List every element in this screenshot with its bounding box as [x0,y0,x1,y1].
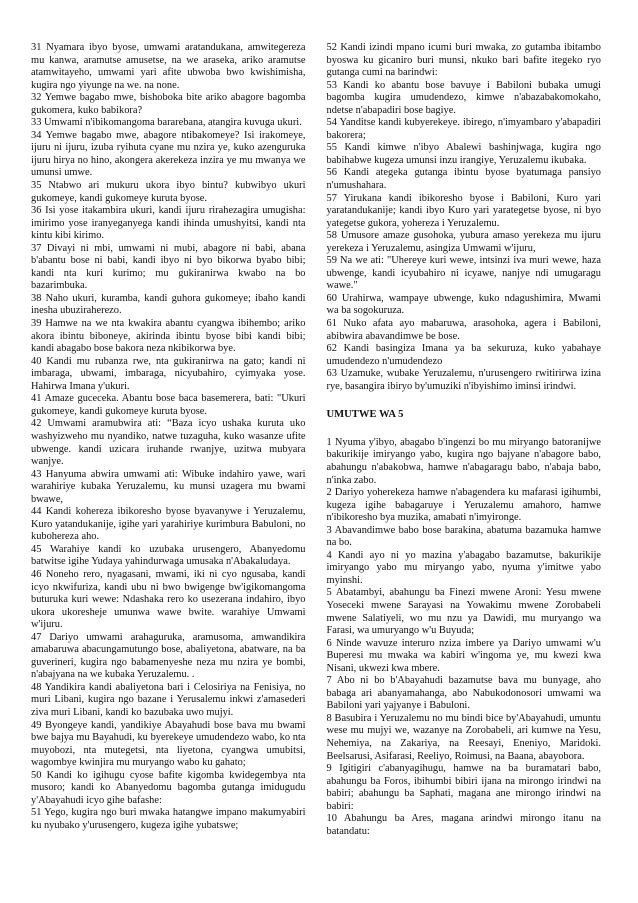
verse: 2 Dariyo yoherekeza hamwe n'abagendera ku mafarasi igihumbi, kugeza igihe babagaruye i Yeruzalemu amahoro, hamwe n'ibikoresho bya muzika, amabati n'imyironge. [326,487,601,524]
verse: 44 Kandi kohereza ibikoresho byose byavanywe i Yeruzalemu, Kuro yatandukanije, igihe yari yarahiriye kurimbura Babuloni, no kubohereza aho. [31,506,306,543]
verse: 33 Umwami n'ibikomangoma bararebana, atangira kuvuga ukuri. [31,117,302,129]
verse: 55 Kandi kimwe n'ibyo Abalewi bashinjwaga, kugira ngo babihabwe kugeza umunsi inzu irangiye, Yeruzalemu ikubaka. [326,142,601,166]
verse: 8 Basubira i Yeruzalemu no mu bindi bice by'Abayahudi, umuntu wese mu mujyi we, wazanye na Zorobabeli, ari kumwe na Yesu, Nehemiya, na Zakariya, na Reesayi, Eneniyo, Maridoki. Beelsarusi, Asifarasi, Reeliyo, Roimusi, na Baana, abayobora. [326,712,601,762]
verse: 42 Umwami aramubwira ati: “Baza icyo ushaka kuruta uko washyizweho mu nyandiko, natwe tuzaguha, kuko wasanze ufite ubwenge. kandi uzicara iruhande rwanjye, uzitwa mubyara wanjye. [31,418,306,468]
verse: 32 Yemwe bagabo mwe, bishoboka bite ariko abagore bagomba gukomera, kuko babikora? [31,92,306,116]
verse: 45 Warahiye kandi ko uzubaka urusengero, Abanyedomu batwitse igihe Yudaya yahindurwaga umusaka n'Abakaludaya. [31,543,306,568]
verse: 37 Divayi ni mbi, umwami ni mubi, abagore ni babi, abana b'abantu bose ni babi, kandi ibyo ni byo bikorwa byabo bibi; kandi nta kuri kurimo; mu gukiranirwa kwabo na bo bazarimbuka. [31,242,306,292]
verse: 1 Nyuma y'ibyo, abagabo b'ingenzi bo mu miryango batoranijwe bakurikije imiryango yabo, kugira ngo bajyane n'abagore babo, abahungu n'abakobwa, hamwe n'abagaragu babo, n'abaja babo, n'inka zabo. [326,436,601,486]
verse: 31 Nyamara ibyo byose, umwami aratandukana, amwitegereza mu kanwa, aramutse amusetse, na we araseka, ariko aramutse atamwitayeho, umwami yari afite ubwoba bwo kwishimisha, kugira ngo yiyunge na we. na none. [31,42,306,91]
verse: 50 Kandi ko igihugu cyose bafite kigomba kwidegembya nta musoro; kandi ko Abanyedomu bagomba gutanga imidugudu y'Abayahudi icyo gihe bafashe: [31,769,306,806]
verse: 6 Ninde wavuze interuro nziza imbere ya Dariyo umwami w'u Buperesi mu mwaka wa kabiri w'ingoma ye, mu kwezi kwa Nisani, ukwezi kwa mbere. [326,637,601,674]
verse: 38 Naho ukuri, kuramba, kandi guhora gukomeye; ibaho kandi inesha ubuziraherezo. [31,292,306,317]
verse: 54 Yanditse kandi kubyerekeye. ibirego, n'imyambaro y'abapadiri bakorera; [326,117,601,141]
verse: 4 Kandi ayo ni yo mazina y'abagabo bazamutse, bakurikije imiryango yabo mu miryango yabo, nyuma y'imitwe yabo myinshi. [326,549,601,586]
verse: 5 Abatambyi, abahungu ba Finezi mwene Aroni: Yesu mwene Yoseceki mwene Sarayasi na Yowakimu mwene Zorobabeli mwene Salatiyeli, wo mu nzu ya Dawidi, mu muryango wa Farasi, wa umuryango w'u Buyuda; [326,587,601,637]
verse: 53 Kandi ko abantu bose bavuye i Babiloni bubaka umugi bagomba kugira umudendezo, kimwe n'abazabakomokaho, ndetse n'abapadiri bose bagiye. [326,79,601,116]
left-column [31,42,306,903]
verse: 10 Abahungu ba Ares, magana arindwi mirongo itanu na batandatu: [326,813,601,837]
verse: 49 Byongeye kandi, yandikiye Abayahudi bose bava mu bwami bwe bajya mu Bayahudi, ku byerekeye umudendezo wabo, ko nta muyobozi, nta mutegetsi, nta liyetona, cyangwa umubitsi, wagombye kwinjira mu muryango wabo ku gahato; [31,719,306,769]
verse: 62 Kandi basingiza Imana ya ba sekuruza, kuko yabahaye umudendezo n'umudendezo [326,343,601,367]
verse: 40 Kandi mu rubanza rwe, nta gukiranirwa na gato; kandi ni imbaraga, ubwami, imbaraga, nicyubahiro, cyimyaka yose. Hahirwa Imana y'ukuri. [31,355,306,392]
verse: 56 Kandi ategeka gutanga ibintu byose byatumaga pansiyo n'umushahara. [326,167,601,192]
verse: 46 Noneho rero, nyagasani, mwami, iki ni cyo ngusaba, kandi icyo nkwifuriza, kandi ubu ni bwo bwigenge bw'igikomangoma buturuka kuri wewe: Ndashaka rero ko usezerana indahiro, ibyo ukora ukoresheje umunwa wawe bwite. warahiye Umwami w'ijuru. [31,568,306,631]
verse: 36 Isi yose itakambira ukuri, kandi ijuru rirahezagira umugisha: imirimo yose iranyeganyega kandi ihinda umushyitsi, kandi nta kintu kibi kirimo. [31,205,306,242]
verse: 9 Igitigiri c'abanyagihugu, hamwe na ba buramatari babo, abahungu ba Foros, ibihumbi bibiri ijana na mirongo irindwi na babiri; abahungu ba Saphati, magana ane mirongo irindwi na babiri: [326,763,601,812]
verse: 43 Hanyuma abwira umwami ati: Wibuke indahiro yawe, wari warahiriye kubaka Yeruzalemu, ku munsi uzagera mu bwami bwawe, [31,468,306,505]
verse: 61 Nuko afata ayo mabaruwa, arasohoka, agera i Babiloni, abibwira abavandimwe be bose. [326,318,601,342]
verse: 58 Umusore amaze gusohoka, yubura amaso yerekeza mu ijuru yerekeza i Yeruzalemu, asingiza Umwami w'ijuru, [326,230,601,254]
verse: 52 Kandi izindi mpano icumi buri mwaka, zo gutamba ibitambo byoswa ku gicaniro buri munsi, nkuko bari bafite itegeko ryo gutanga cumi na barindwi: [326,42,601,79]
verse: 57 Yirukana kandi ibikoresho byose i Babiloni, Kuro yari yaratandukanije; kandi ibyo Kuro yari yarategetse byose, ni byo yategetse gukora, yohereza i Yeruzalemu. [326,192,601,229]
verse: 39 Hamwe na we nta kwakira abantu cyangwa ibihembo; ariko akora ibintu biboneye, akirinda ibintu byose bibi kandi bibi; kandi abagabo bose bakora neza nkibikorwa bye. [31,318,306,355]
verse: 41 Amaze guceceka. Abantu bose baca basemerera, bati: "Ukuri gukomeye, kandi gukomeye kuruta byose. [31,393,306,417]
verse: 48 Yandikira kandi abaliyetona bari i Celosiriya na Fenisiya, no muri Libani, kugira ngo bazane i Yerusalemu inkwi z'amasederi ziva muri Libani, kandi ko bazubaka uwo mujyi. [31,681,306,718]
verse: 47 Dariyo umwami arahaguruka, aramusoma, amwandikira amabaruwa abacungamutungo bose, abaliyetona, abatware, na ba guverineri, kugira ngo babamenyeshe neza mu nzira ye bombi, n'abajyana na we kubaka Yeruzalemu. . [31,631,306,681]
right-column [327,42,602,903]
verse: 63 Uzamuke, wubake Yeruzalemu, n'urusengero rwitirirwa izina rye, basangira ibiryo by'umuziki n'ibyishimo iminsi irindwi. [326,368,601,392]
verse: 60 Urahirwa, wampaye ubwenge, kuko ndagushimira, Mwami wa ba sogokuruza. [326,292,601,317]
verse: 59 Na we ati: "Uhereye kuri wewe, intsinzi iva muri wewe, haza ubwenge, kandi icyubahiro ni icyawe, nanjye ndi umugaragu wawe." [326,255,601,292]
verse: 34 Yemwe bagabo mwe, abagore ntibakomeye? Isi irakomeye, ijuru ni ijuru, izuba ryihuta cyane mu nzira ye, kuko azenguruka ijuru hirya no hino, akongera akerekeza inzira ye mu mwanya we umunsi umwe. [31,129,306,179]
verse: 51 Yego, kugira ngo buri mwaka hatangwe impano makumyabiri ku nyubako y'urusengero, kugeza igihe yubatswe; [31,807,306,831]
verse: 3 Abavandimwe babo bose barakina, abatuma bazamuka hamwe na bo. [326,524,601,549]
verse: 7 Abo ni bo b'Abayahudi bazamutse bava mu bunyage, aho babaga ari abanyamahanga, abo Nabukodonosori umwami wa Babiloni yari yajyanye i Babuloni. [326,675,601,712]
chapter-heading: UMUTWE WA 5 [326,409,404,421]
verse: 35 Ntabwo ari mukuru ukora ibyo bintu? kubwibyo ukuri gukomeye, kandi gukomeye kuruta byose. [31,180,306,204]
